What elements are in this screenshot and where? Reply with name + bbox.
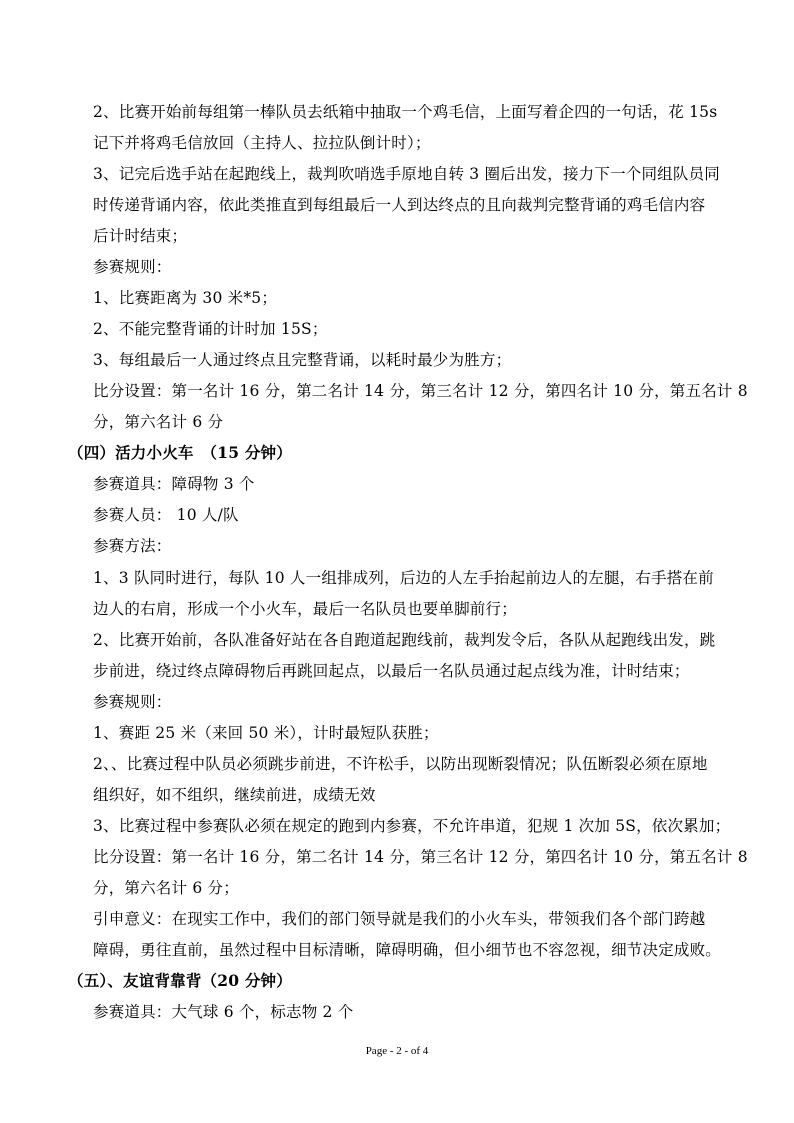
section-label: 参赛规则： (93, 258, 172, 276)
page-footer: Page - 2 - of 4 (365, 1045, 429, 1057)
section-heading: （五）、友谊背靠背（20 分钟） (68, 971, 292, 990)
body-line: 记下并将鸡毛信放回（主持人、拉拉队倒计时）； (93, 134, 431, 152)
body-line: 参赛道具：大气球 6 个，标志物 2 个 (93, 1003, 354, 1021)
section-label: 参赛规则： (93, 693, 172, 711)
body-line: 2、比赛开始前每组第一棒队员去纸箱中抽取一个鸡毛信，上面写着企四的一句话，花 15s (93, 103, 718, 121)
body-line: 障碍，勇往直前，虽然过程中目标清晰，障碍明确，但小细节也不容忽视，细节决定成败。 (93, 941, 722, 959)
body-line: 边人的右肩，形成一个小火车，最后一名队员也要单脚前行； (93, 600, 517, 618)
section-heading: （四）活力小火车 （15 分钟） (68, 443, 292, 462)
body-line: 参赛人员： 10 人/队 (93, 506, 239, 524)
body-line: 2、、比赛过程中队员必须跳步前进，不许松手，以防出现断裂情况；队伍断裂必须在原地 (93, 755, 708, 773)
body-line: 组织好，如不组织，继续前进，成绩无效 (93, 786, 376, 804)
body-line: 后计时结束； (93, 227, 188, 245)
body-line: 分，第六名计 6 分； (93, 879, 239, 897)
body-line: 比分设置：第一名计 16 分，第二名计 14 分，第三名计 12 分，第四名计 10 分，第五名计 8 (93, 382, 748, 400)
section-label: 参赛方法： (93, 537, 172, 555)
body-line: 2、比赛开始前，各队准备好站在各自跑道起跑线前，裁判发令后，各队从起跑线出发，跳 (93, 631, 716, 649)
body-line: 时传递背诵内容，依此类推直到每组最后一人到达终点的且向裁判完整背诵的鸡毛信内容 (93, 196, 706, 214)
body-line: 1、比赛距离为 30 米*5； (93, 289, 278, 307)
body-line: 3、每组最后一人通过终点且完整背诵，以耗时最少为胜方； (93, 351, 512, 369)
body-line: 比分设置：第一名计 16 分，第二名计 14 分，第三名计 12 分，第四名计 10 分，第五名计 8 (93, 848, 748, 866)
body-line: 2、不能完整背诵的计时加 15S； (93, 320, 328, 338)
body-line: 1、3 队同时进行，每队 10 人一组排成列，后边的人左手抬起前边人的左腿，右手搭在前 (93, 569, 714, 587)
body-line: 1、赛距 25 米（来回 50 米），计时最短队获胜； (93, 724, 439, 742)
body-line: 3、比赛过程中参赛队必须在规定的跑到内参赛，不允许串道，犯规 1 次加 5S，依次累加； (93, 817, 731, 835)
body-line: 引申意义：在现实工作中，我们的部门领导就是我们的小火车头，带领我们各个部门跨越 (93, 910, 706, 928)
body-line: 3、记完后选手站在起跑线上，裁判吹哨选手原地自转 3 圈后出发，接力下一个同组队员同 (93, 165, 720, 183)
body-line: 步前进，绕过终点障碍物后再跳回起点，以最后一名队员通过起点线为准，计时结束； (93, 662, 690, 680)
body-line: 参赛道具：障碍物 3 个 (93, 475, 255, 493)
body-line: 分，第六名计 6 分 (93, 413, 224, 431)
